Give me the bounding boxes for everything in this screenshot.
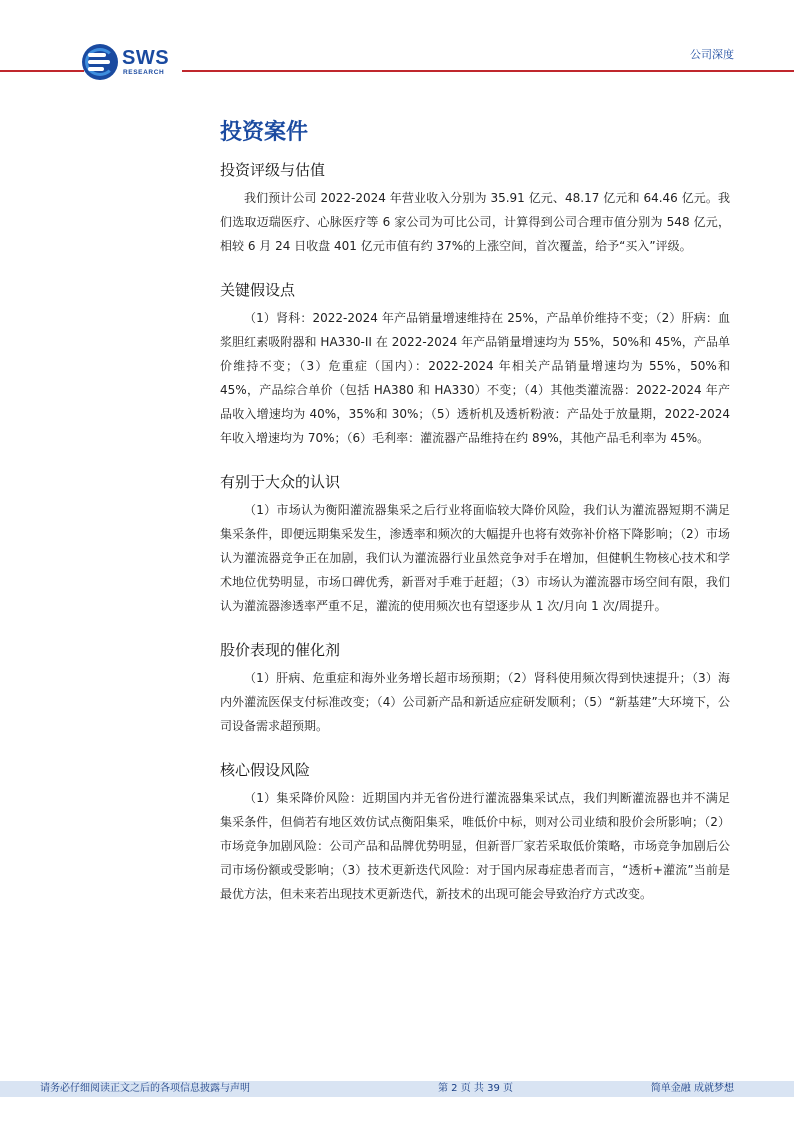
page-footer	[0, 1081, 794, 1097]
section-body: （1）肝病、危重症和海外业务增长超市场预期；（2）肾科使用频次得到快速提升；（3）海内外灌流医保支付标准改变；（4）公司新产品和新适应症研发顺利；（5）“新基建”大环境下，公司设备需求超预期。	[220, 671, 730, 733]
section-valuation	[220, 158, 730, 258]
header-divider-right	[182, 70, 794, 72]
company-logo	[82, 44, 182, 80]
section-risks	[220, 758, 730, 906]
section-catalysts	[220, 638, 730, 738]
footer-disclaimer: 请务必仔细阅读正文之后的各项信息披露与声明	[40, 1083, 250, 1094]
section-title: 核心假设风险	[220, 761, 311, 779]
section-title: 有别于大众的认识	[220, 473, 341, 491]
main-content	[220, 118, 730, 906]
logo-subtext: RESEARCH	[123, 69, 165, 76]
section-body: （1）市场认为衡阳灌流器集采之后行业将面临较大降价风险，我们认为灌流器短期不满足集采条件，即便远期集采发生，渗透率和频次的大幅提升也将有效弥补价格下降影响；（2）市场认为灌流器竞争正在加剧，我们认为灌流器行业虽然竞争对手在增加，但健帆生物核心技术和学术地位优势明显，市场口碑优秀，新晋对手难于赶超；（3）市场认为灌流器市场空间有限，我们认为灌流器渗透率严重不足，灌流的使用频次也有望逐步从 1 次/月向 1 次/周提升。	[220, 503, 730, 613]
section-title: 投资评级与估值	[220, 161, 326, 179]
section-body: （1）集采降价风险：近期国内并无省份进行灌流器集采试点，我们判断灌流器也并不满足集采条件，但倘若有地区效仿试点衡阳集采，唯低价中标，则对公司业绩和股价会所影响；（2）市场竞争加剧风险：公司产品和品牌优势明显，但新晋厂家若采取低价策略，市场竞争加剧后公司市场份额或受影响；（3）技术更新迭代风险：对于国内尿毒症患者而言，“透析+灌流”当前是最优方法，但未来若出现技术更新迭代，新技术的出现可能会导致治疗方式改变。	[220, 791, 730, 901]
section-title: 股价表现的催化剂	[220, 641, 341, 659]
header-category-tag: 公司深度	[690, 48, 734, 61]
logo-mark-icon	[82, 44, 118, 80]
section-key-assumptions	[220, 278, 730, 450]
section-title: 关键假设点	[220, 281, 296, 299]
section-differentiated-view	[220, 470, 730, 618]
logo-text: SWS	[122, 47, 170, 69]
header-divider-left	[0, 70, 84, 72]
footer-slogan: 简单金融 成就梦想	[650, 1083, 734, 1094]
section-body: （1）肾科：2022-2024 年产品销量增速维持在 25%，产品单价维持不变；（2）肝病：血浆胆红素吸附器和 HA330-II 在 2022-2024 年产品销量增速均为 55%，50%和 45%，产品单价维持不变；（3）危重症（国内）：2022-2024 年相关产品销量增速均为 55%，50%和 45%，产品综合单价（包括 HA380 和 HA330）不变；（4）其他类灌流器：2022-2024 年产品收入增速均为 40%，35%和 30%；（5）透析机及透析粉液：产品处于放量期，2022-2024 年收入增速均为 70%；（6）毛利率：灌流器产品维持在约 89%，其他产品毛利率为 45%。	[220, 311, 730, 445]
section-body: 我们预计公司 2022-2024 年营业收入分别为 35.91 亿元、48.17 亿元和 64.46 亿元。我们选取迈瑞医疗、心脉医疗等 6 家公司为可比公司，计算得到公司合理市值分别为 548 亿元，相较 6 月 24 日收盘 401 亿元市值有约 37%的上涨空间，首次覆盖，给予“买入”评级。	[220, 191, 730, 253]
page-title: 投资案件	[220, 120, 309, 145]
footer-page-number: 第 2 页 共 39 页	[438, 1083, 513, 1094]
